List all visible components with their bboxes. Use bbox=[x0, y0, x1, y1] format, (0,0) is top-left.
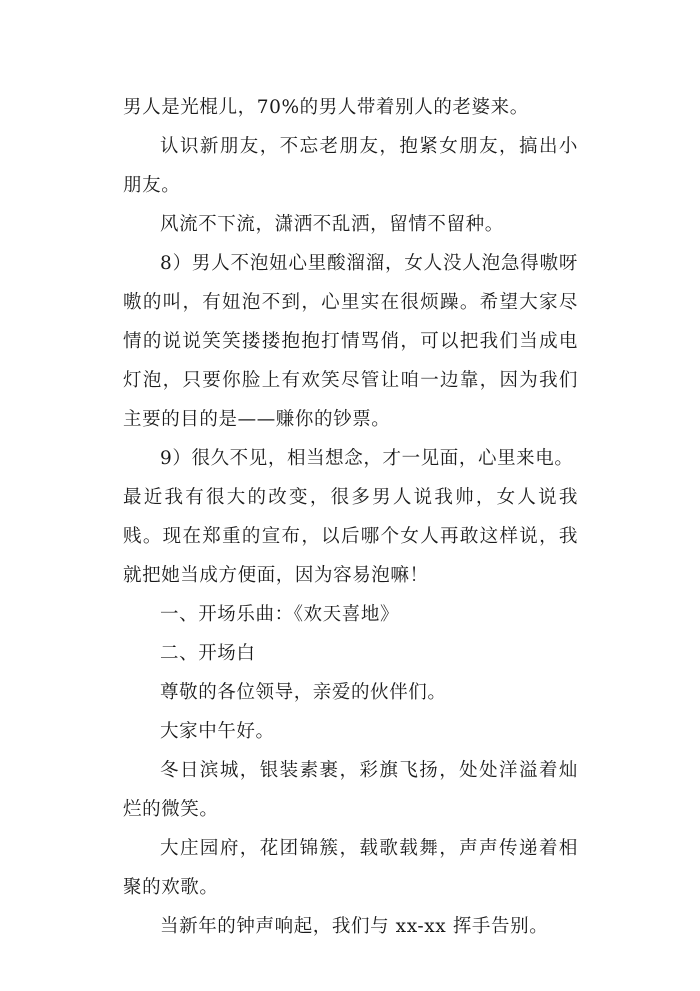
document-body bbox=[123, 88, 578, 946]
paragraph-4: 8）男人不泡妞心里酸溜溜，女人没人泡急得嗷呀嗷的叫，有妞泡不到，心里实在很烦躁。希望大家尽情的说说笑笑搂搂抱抱打情骂俏，可以把我们当成电灯泡，只要你脸上有欢笑尽管让咱一边靠，因为我们主要的目的是——赚你的钞票。 bbox=[123, 253, 578, 430]
paragraph-1: 男人是光棍儿，70%的男人带着别人的老婆来。 bbox=[123, 97, 529, 118]
paragraph-2: 认识新朋友，不忘老朋友，抱紧女朋友，搞出小朋友。 bbox=[123, 136, 578, 196]
paragraph-manor: 大庄园府，花团锦簇，载歌载舞，声声传递着相聚的欢歌。 bbox=[123, 838, 578, 898]
paragraph-6: 最近我有很大的改变，很多男人说我帅，女人说我贱。现在郑重的宣布，以后哪个女人再敢这样说，我就把她当成方便面，因为容易泡嘛！ bbox=[123, 487, 578, 586]
paragraph-winter: 冬日滨城，银装素裹，彩旗飞扬，处处洋溢着灿烂的微笑。 bbox=[123, 760, 578, 820]
paragraph-5: 9）很久不见，相当想念，才一见面，心里来电。 bbox=[160, 448, 574, 469]
paragraph-new-year: 当新年的钟声响起，我们与 xx-xx 挥手告别。 bbox=[160, 916, 549, 937]
paragraph-good-noon: 大家中午好。 bbox=[160, 721, 275, 742]
section-heading-opening-speech: 二、开场白 bbox=[160, 643, 256, 664]
paragraph-3: 风流不下流，潇洒不乱洒，留情不留种。 bbox=[160, 214, 504, 235]
paragraph-greeting: 尊敬的各位领导，亲爱的伙伴们。 bbox=[160, 682, 447, 703]
section-heading-opening-music: 一、开场乐曲：《欢天喜地》 bbox=[160, 604, 400, 625]
